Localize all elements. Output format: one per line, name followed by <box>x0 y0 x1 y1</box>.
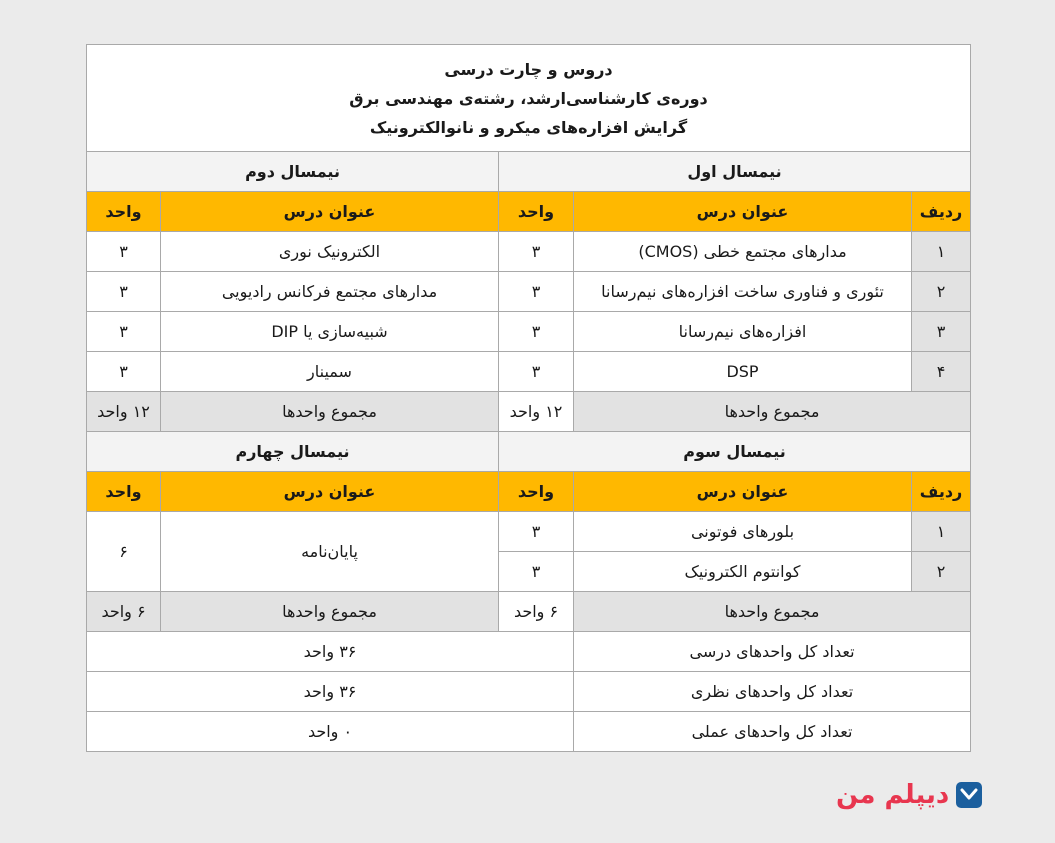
totals-label: مجموع واحدها <box>574 392 971 432</box>
header-unit: واحد <box>499 192 574 232</box>
totals-row <box>87 392 971 432</box>
unit-cell-thesis: ۶ <box>87 512 161 592</box>
row-number: ۳ <box>912 312 971 352</box>
summary-row <box>87 712 971 752</box>
header-course: عنوان درس <box>574 472 912 512</box>
title-line-3: گرایش افزاره‌های میکرو و نانوالکترونیک <box>369 117 688 137</box>
summary-value: ۰ واحد <box>87 712 574 752</box>
unit-cell: ۳ <box>499 272 574 312</box>
row-number: ۴ <box>912 352 971 392</box>
table-row <box>87 512 971 552</box>
summary-label: تعداد کل واحدهای عملی <box>574 712 971 752</box>
header-unit: واحد <box>87 192 161 232</box>
summary-value: ۳۶ واحد <box>87 672 574 712</box>
semester-second-label: نیمسال دوم <box>87 152 499 192</box>
header-course: عنوان درس <box>574 192 912 232</box>
unit-cell: ۳ <box>87 352 161 392</box>
summary-label: تعداد کل واحدهای نظری <box>574 672 971 712</box>
totals-label: مجموع واحدها <box>161 392 499 432</box>
row-number: ۱ <box>912 512 971 552</box>
title-line-1: دروس و چارت درسی <box>444 59 613 79</box>
course-cell: شبیه‌سازی یا DIP <box>161 312 499 352</box>
semester-fourth-label: نیمسال چهارم <box>87 432 499 472</box>
summary-value: ۳۶ واحد <box>87 632 574 672</box>
summary-row <box>87 672 971 712</box>
course-cell: مدارهای مجتمع خطی (CMOS) <box>574 232 912 272</box>
title-line-2: دوره‌ی کارشناسی‌ارشد، رشته‌ی مهندسی برق <box>349 88 708 108</box>
curriculum-table <box>86 44 971 752</box>
semester-row <box>87 432 971 472</box>
unit-cell: ۳ <box>499 512 574 552</box>
unit-cell: ۳ <box>87 312 161 352</box>
totals-unit: ۶ واحد <box>499 592 574 632</box>
header-course: عنوان درس <box>161 192 499 232</box>
course-cell-thesis: پایان‌نامه <box>161 512 499 592</box>
row-number: ۱ <box>912 232 971 272</box>
totals-unit: ۱۲ واحد <box>499 392 574 432</box>
semester-third-label: نیمسال سوم <box>499 432 971 472</box>
unit-cell: ۳ <box>87 232 161 272</box>
unit-cell: ۳ <box>499 232 574 272</box>
unit-cell: ۳ <box>499 312 574 352</box>
row-number: ۲ <box>912 552 971 592</box>
totals-label: مجموع واحدها <box>574 592 971 632</box>
course-cell: سمینار <box>161 352 499 392</box>
unit-cell: ۳ <box>499 552 574 592</box>
totals-unit: ۱۲ واحد <box>87 392 161 432</box>
totals-row <box>87 592 971 632</box>
course-cell: کوانتوم الکترونیک <box>574 552 912 592</box>
brand-logo <box>836 780 983 810</box>
course-cell: DSP <box>574 352 912 392</box>
header-row-number: ردیف <box>912 472 971 512</box>
table-row <box>87 312 971 352</box>
course-cell: مدارهای مجتمع فرکانس رادیویی <box>161 272 499 312</box>
header-row-number: ردیف <box>912 192 971 232</box>
table-row <box>87 272 971 312</box>
diplomaman-logo-icon <box>955 781 983 809</box>
brand-logo-text: دیپلم من <box>836 780 950 810</box>
table-row <box>87 232 971 272</box>
totals-unit: ۶ واحد <box>87 592 161 632</box>
semester-first-label: نیمسال اول <box>499 152 971 192</box>
title-row <box>87 45 971 152</box>
summary-label: تعداد کل واحدهای درسی <box>574 632 971 672</box>
semester-row <box>87 152 971 192</box>
header-row <box>87 472 971 512</box>
header-unit: واحد <box>87 472 161 512</box>
course-cell: تئوری و فناوری ساخت افزاره‌های نیم‌رسانا <box>574 272 912 312</box>
totals-label: مجموع واحدها <box>161 592 499 632</box>
unit-cell: ۳ <box>87 272 161 312</box>
row-number: ۲ <box>912 272 971 312</box>
header-unit: واحد <box>499 472 574 512</box>
table-title <box>87 45 971 152</box>
unit-cell: ۳ <box>499 352 574 392</box>
header-row <box>87 192 971 232</box>
course-cell: افزاره‌های نیم‌رسانا <box>574 312 912 352</box>
table-row <box>87 352 971 392</box>
course-cell: بلورهای فوتونی <box>574 512 912 552</box>
header-course: عنوان درس <box>161 472 499 512</box>
course-cell: الکترونیک نوری <box>161 232 499 272</box>
summary-row <box>87 632 971 672</box>
